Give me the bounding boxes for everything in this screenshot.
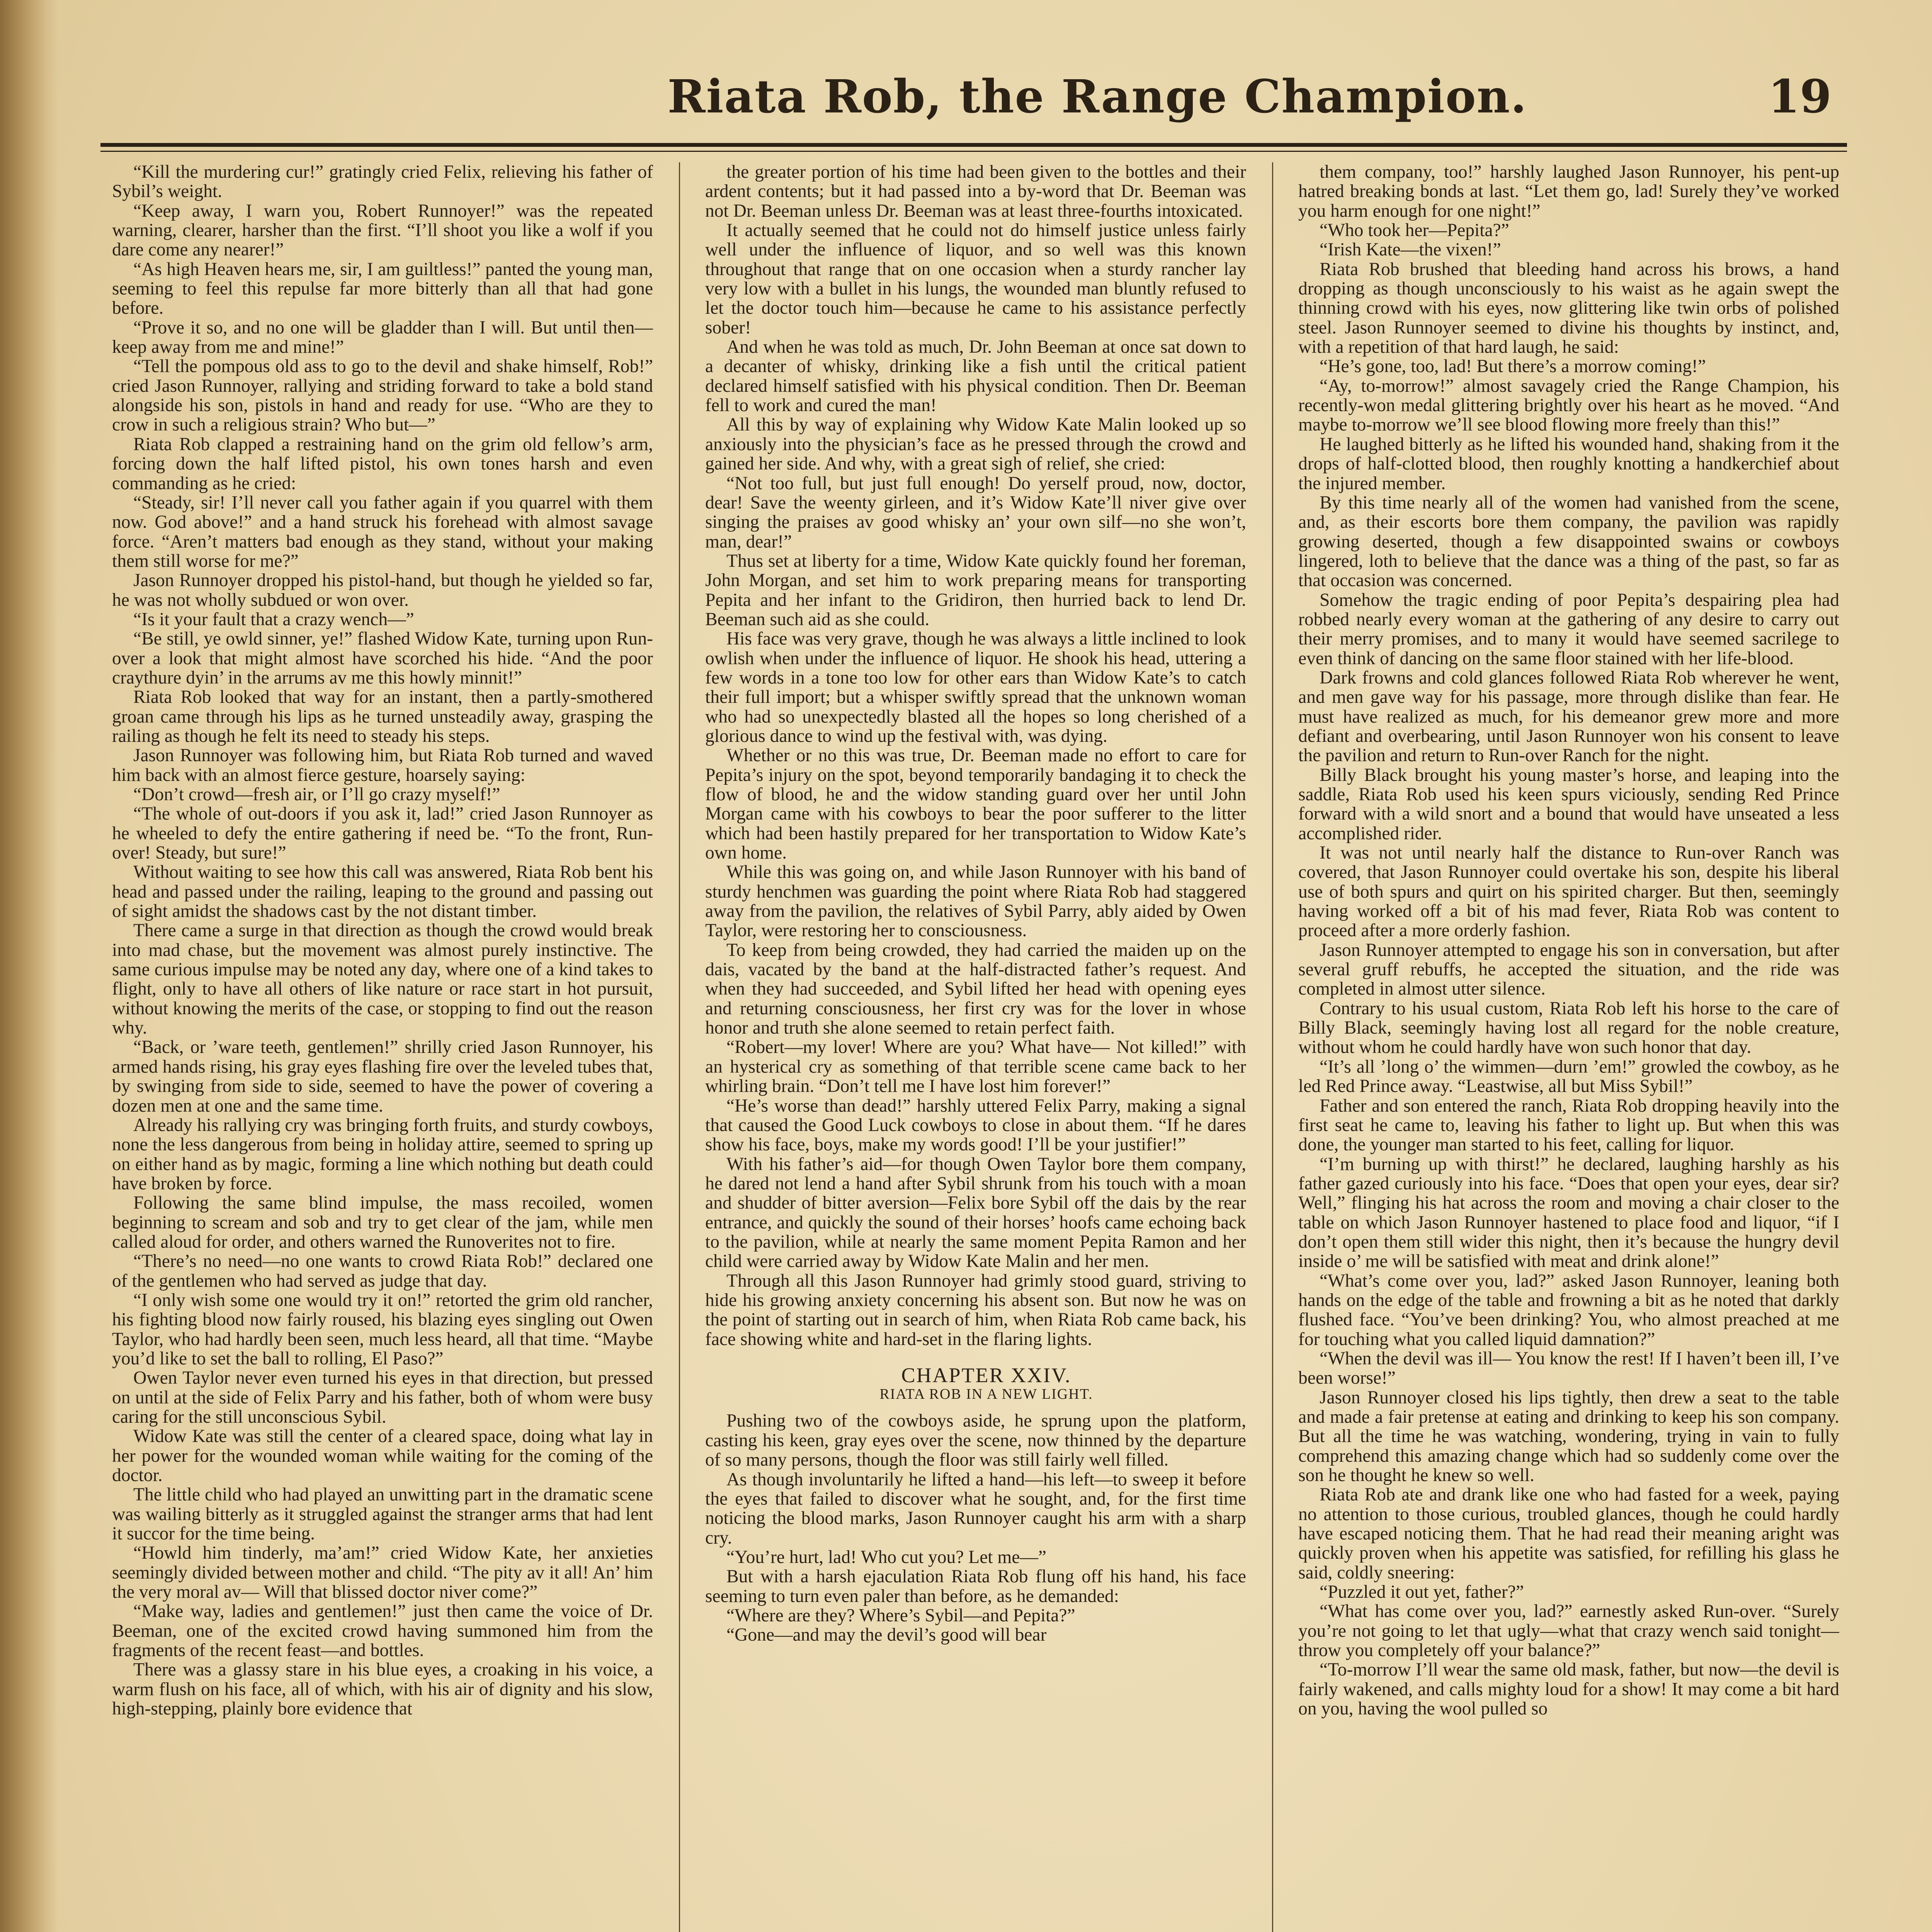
paragraph: “To-morrow I’ll wear the same old mask, father, but now—the devil is fairly wakened, and calls mighty loud for a show! It may come a bit hard on you, having the wool pulled so: [1298, 1660, 1839, 1719]
paragraph: “Back, or ’ware teeth, gentlemen!” shrilly cried Jason Runnoyer, his armed hands rising, his gray eyes flashing fire over the leveled tubes that, by swinging from side to side, seemed to have the power of covering a dozen men at one and the same time.: [112, 1037, 653, 1116]
paragraph: Already his rallying cry was bringing forth fruits, and sturdy cowboys, none the less dangerous from being in holiday attire, seemed to spring up on either hand as by magic, forming a line which nothing but death could have broken by force.: [112, 1115, 653, 1194]
paragraph: them company, too!” harshly laughed Jason Runnoyer, his pent-up hatred breaking bonds at last. “Let them go, lad! Surely they’ve worked you harm enough for one night!”: [1298, 162, 1839, 221]
paragraph: There came a surge in that direction as though the crowd would break into mad chase, but the movement was almost purely instinctive. The same curious impulse may be noted any day, where one of a kind takes to flight, only to have all others of like nature or race start in hot pursuit, without knowing the merits of the case, or stopping to find out the reason why.: [112, 920, 653, 1038]
paragraph: It was not until nearly half the distance to Run-over Ranch was covered, that Jason Runnoyer could overtake his son, despite his liberal use of both spurs and quirt on his spirited charger. But then, seemingly having worked off a bit of his mad fever, Riata Rob was content to proceed after a more orderly fashion.: [1298, 843, 1839, 941]
paragraph: “What’s come over you, lad?” asked Jason Runnoyer, leaning both hands on the edge of the table and frowning a bit as he noted that darkly flushed face. “You’ve been drinking? You, who almost preached at me for touching what you called liquid damnation?”: [1298, 1270, 1839, 1349]
paragraph: The little child who had played an unwitting part in the dramatic scene was wailing bitterly as it struggled against the stranger arms that had lent it succor for the time being.: [112, 1485, 653, 1544]
column-3: [1298, 162, 1839, 1932]
paragraph: By this time nearly all of the women had vanished from the scene, and, as their escorts bore them company, the pavilion was rapidly growing deserted, though a few disappointed swains or cowboys lingered, loth to believe that the dance was a thing of the past, so far as that occasion was concerned.: [1298, 492, 1839, 591]
running-head: Riata Rob, the Range Champion.: [667, 70, 1527, 123]
paragraph: “There’s no need—no one wants to crowd Riata Rob!” declared one of the gentlemen who had served as judge that day.: [112, 1251, 653, 1291]
paragraph: It actually seemed that he could not do himself justice unless fairly well under the influence of liquor, and so well was this known throughout that range that on one occasion when a sturdy rancher lay very low with a bullet in his lungs, the wounded man bluntly refused to let the doctor touch him—because he came to his assistance perfectly sober!: [705, 220, 1246, 338]
paragraph: “Be still, ye owld sinner, ye!” flashed Widow Kate, turning upon Run-over a look that might almost have scorched his hide. “And the poor craythure dyin’ in the arrums av me this howly minnit!”: [112, 629, 653, 688]
paragraph: “Steady, sir! I’ll never call you father again if you quarrel with them now. God above!” and a hand struck his forehead with almost savage force. “Aren’t matters bad enough as they stand, without your making them still worse for me?”: [112, 492, 653, 571]
paragraph: Through all this Jason Runnoyer had grimly stood guard, striving to hide his growing anxiety concerning his absent son. But now he was on the point of starting out in search of him, when Riata Rob came back, his face showing white and hard-set in the flaring lights.: [705, 1270, 1246, 1349]
paragraph: “What has come over you, lad?” earnestly asked Run-over. “Surely you’re not going to let that ugly—what that crazy wench said tonight—throw you completely off your balance?”: [1298, 1601, 1839, 1661]
paragraph: His face was very grave, though he was always a little inclined to look owlish when under the influence of liquor. He shook his head, uttering a few words in a tone too low for other ears than Widow Kate’s to catch their full import; but a whisper swiftly spread that the unknown woman who had so unexpectedly blasted all the hopes so long cherished of a glorious dance to wind up the festival with, was dying.: [705, 629, 1246, 746]
paragraph: “When the devil was ill— You know the rest! If I haven’t been ill, I’ve been worse!”: [1298, 1348, 1839, 1388]
paragraph: “Puzzled it out yet, father?”: [1320, 1582, 1524, 1602]
page-binding-shadow: [0, 0, 58, 1932]
paragraph: “I only wish some one would try it on!” retorted the grim old rancher, his fighting blood now fairly roused, his blazing eyes singling out Owen Taylor, who had hardly been seen, much less heard, all that time. “Maybe you’d like to set the ball to rolling, El Paso?”: [112, 1290, 653, 1369]
paragraph: “Not too full, but just full enough! Do yerself proud, now, doctor, dear! Save the weenty girleen, and it’s Widow Kate’ll niver give over singing the praises av good whisky an’ your own silf—no she won’t, man, dear!”: [705, 473, 1246, 552]
column-divider: [1272, 162, 1273, 1932]
paragraph: Father and son entered the ranch, Riata Rob dropping heavily into the first seat he came to, leaving his father to light up. But when this was done, the younger man started to his feet, calling for liquor.: [1298, 1095, 1839, 1155]
column-1: [112, 162, 653, 1932]
paragraph: To keep from being crowded, they had carried the maiden up on the dais, vacated by the band at the half-distracted father’s request. And when they had succeeded, and Sybil lifted her head with opening eyes and returning consciousness, her first cry was for the lover in whose honor and truth she alone seemed to retain perfect faith.: [705, 940, 1246, 1038]
column-2-before-chapter: [705, 162, 1246, 1349]
paragraph: Following the same blind impulse, the mass recoiled, women beginning to scream and sob and try to get clear of the jam, while men called aloud for order, and others warned the Runoverites not to fire.: [112, 1193, 653, 1252]
paragraph: All this by way of explaining why Widow Kate Malin looked up so anxiously into the physician’s face as he pressed through the crowd and gained her side. And why, with a great sigh of relief, she cried:: [705, 415, 1246, 474]
paragraph: Whether or no this was true, Dr. Beeman made no effort to care for Pepita’s injury on the spot, beyond temporarily bandaging it to check the flow of blood, he and the widow standing guard over her until John Morgan came with his cowboys to bear the poor sufferer to the litter which had been hastily prepared for her transportation to Widow Kate’s own home.: [705, 745, 1246, 863]
header-rule-thin: [100, 151, 1847, 152]
column-2: [705, 162, 1246, 1932]
paragraph: Jason Runnoyer attempted to engage his son in conversation, but after several gruff rebuffs, he accepted the situation, and the ride was completed in almost utter silence.: [1298, 940, 1839, 999]
paragraph: Riata Rob ate and drank like one who had fasted for a week, paying no attention to those curious, troubled glances, though he could hardly have escaped noticing them. That he had read their meaning aright was quickly proven when his appetite was satisfied, for refilling his glass he said, coldly sneering:: [1298, 1485, 1839, 1583]
paragraph: Jason Runnoyer was following him, but Riata Rob turned and waved him back with an almost fierce gesture, hoarsely saying:: [112, 745, 653, 785]
page-header: [100, 66, 1847, 155]
paragraph: Riata Rob clapped a restraining hand on the grim old fellow’s arm, forcing down the half lifted pistol, his own tones harsh and even commanding as he cried:: [112, 434, 653, 493]
paragraph: Widow Kate was still the center of a cleared space, doing what lay in her power for the wounded woman while waiting for the coming of the doctor.: [112, 1426, 653, 1486]
paragraph: Somehow the tragic ending of poor Pepita’s despairing plea had robbed nearly every woman at the gathering of any desire to carry out their merry promises, and to many it would have seemed sacrilege to even think of dancing on the same floor stained with her life-blood.: [1298, 590, 1839, 668]
paragraph: “The whole of out-doors if you ask it, lad!” cried Jason Runnoyer as he wheeled to defy the entire gathering if need be. “To the front, Run-over! Steady, but sure!”: [112, 804, 653, 863]
paragraph: “Prove it so, and no one will be gladder than I will. But until then—keep away from me and mine!”: [112, 317, 653, 357]
paragraph: Thus set at liberty for a time, Widow Kate quickly found her foreman, John Morgan, and set him to work preparing means for transporting Pepita and her infant to the Gridiron, then hurried back to lend Dr. Beeman such aid as she could.: [705, 551, 1246, 629]
column-divider: [679, 162, 680, 1932]
paragraph: “Kill the murdering cur!” gratingly cried Felix, relieving his father of Sybil’s weight.: [112, 162, 653, 202]
paragraph: Riata Rob looked that way for an instant, then a partly-smothered groan came through his lips as he turned unsteadily away, grasping the railing as though he felt its need to steady his steps.: [112, 687, 653, 746]
paragraph: Owen Taylor never even turned his eyes in that direction, but pressed on until at the side of Felix Parry and his father, both of whom were busy caring for the still unconscious Sybil.: [112, 1368, 653, 1427]
paragraph: “Ay, to-morrow!” almost savagely cried the Range Champion, his recently-won medal glittering brightly over his heart as he moved. “And maybe to-morrow we’ll see blood flowing more freely than this!”: [1298, 376, 1839, 435]
paragraph: “I’m burning up with thirst!” he declared, laughing harshly as his father gazed curiously into his face. “Does that open your eyes, dear sir? Well,” flinging his hat across the room and moving a chair closer to the table on which Jason Runnoyer hastened to place food and liquor, “if I don’t open them still wider this night, then it’s because the hungry devil inside o’ me will be satisfied with meat and drink alone!”: [1298, 1154, 1839, 1272]
paragraph: “Don’t crowd—fresh air, or I’ll go crazy myself!”: [133, 784, 500, 804]
paragraph: While this was going on, and while Jason Runnoyer with his band of sturdy henchmen was guarding the point where Riata Rob had staggered away from the pavilion, the relatives of Sybil Parry, ably aided by Owen Taylor, were restoring her to consciousness.: [705, 862, 1246, 941]
text-columns: [112, 162, 1839, 1932]
page-number: 19: [1768, 70, 1832, 123]
paragraph: “Robert—my lover! Where are you? What have— Not killed!” with an hysterical cry as something of that terrible scene came back to her whirling brain. “Don’t tell me I have lost him forever!”: [705, 1037, 1246, 1097]
paragraph: “As high Heaven hears me, sir, I am guiltless!” panted the young man, seeming to feel this repulse far more bitterly than all that had gone before.: [112, 259, 653, 318]
paragraph: “Tell the pompous old ass to go to the devil and shake himself, Rob!” cried Jason Runnoyer, rallying and striding forward to take a bold stand alongside his son, pistols in hand and ready for use. “Who are they to crow in such a religious strain? Who but—”: [112, 356, 653, 435]
paragraph: “Gone—and may the devil’s good will bear: [726, 1625, 1047, 1645]
paragraph: Jason Runnoyer closed his lips tightly, then drew a seat to the table and made a fair pretense at eating and drinking to keep his son company. But all the time he was watching, wondering, trying in vain to fully comprehend this amazing change which had so suddenly come over the son he thought he knew so well.: [1298, 1387, 1839, 1486]
paragraph: “Irish Kate—the vixen!”: [1320, 240, 1501, 260]
paragraph: “Make way, ladies and gentlemen!” just then came the voice of Dr. Beeman, one of the excited crowd having summoned him from the fragments of the recent feast—and bottles.: [112, 1601, 653, 1661]
paragraph: There was a glassy stare in his blue eyes, a croaking in his voice, a warm flush on his face, all of which, with his air of dignity and his slow, high-stepping, plainly bore evidence that: [112, 1660, 653, 1719]
column-2-after-chapter: [705, 1411, 1246, 1645]
paragraph: Billy Black brought his young master’s horse, and leaping into the saddle, Riata Rob used his keen spurs viciously, sending Red Prince forward with a wild snort and a bound that would have unseated a less accomplished rider.: [1298, 765, 1839, 844]
paragraph: Riata Rob brushed that bleeding hand across his brows, a hand dropping as though unconsciously to his waist as he again swept the thinning crowd with his eyes, now glittering like twin orbs of polished steel. Jason Runnoyer seemed to divine his thoughts by instinct, and, with a repetition of that hard laugh, he said:: [1298, 259, 1839, 357]
paragraph: Contrary to his usual custom, Riata Rob left his horse to the care of Billy Black, seemingly having lost all regard for the noble creature, without whom he could hardly have won such honor that day.: [1298, 998, 1839, 1058]
header-rule: [100, 143, 1847, 147]
paragraph: “Who took her—Pepita?”: [1320, 220, 1509, 241]
paragraph: But with a harsh ejaculation Riata Rob flung off his hand, his face seeming to turn even paler than before, as he demanded:: [705, 1566, 1246, 1606]
paragraph: the greater portion of his time had been given to the bottles and their ardent contents; but it had passed into a by-word that Dr. Beeman was not Dr. Beeman unless Dr. Beeman was at least three-fourths intoxicated.: [705, 162, 1246, 221]
paragraph: “Is it your fault that a crazy wench—”: [133, 609, 414, 629]
paragraph: And when he was told as much, Dr. John Beeman at once sat down to a decanter of whisky, drinking like a fish until the critical patient declared himself satisfied with his physical condition. Then Dr. Beeman fell to work and cured the man!: [705, 337, 1246, 416]
chapter-title: CHAPTER XXIV.: [901, 1363, 1071, 1387]
chapter-subtitle: RIATA ROB IN A NEW LIGHT.: [879, 1386, 1093, 1403]
paragraph: “He’s worse than dead!” harshly uttered Felix Parry, making a signal that caused the Good Luck cowboys to close in about them. “If he dares show his face, boys, make my words good! I’ll be your justifier!”: [705, 1095, 1246, 1155]
paragraph: “Keep away, I warn you, Robert Runnoyer!” was the repeated warning, clearer, harsher than the first. “I’ll shoot you like a wolf if you dare come any nearer!”: [112, 201, 653, 260]
paragraph: With his father’s aid—for though Owen Taylor bore them company, he dared not lend a hand after Sybil shrunk from his touch with a moan and shudder of bitter aversion—Felix bore Sybil off the dais by the rear entrance, and quickly the sound of their horses’ hoofs came echoing back to the pavilion, while at nearly the same moment Pepita Ramon and her child were carried away by Widow Kate Malin and her men.: [705, 1154, 1246, 1272]
paragraph: As though involuntarily he lifted a hand—his left—to sweep it before the eyes that failed to discover what he sought, and, for the first time noticing the blood marks, Jason Runnoyer caught his arm with a sharp cry.: [705, 1469, 1246, 1548]
paragraph: Without waiting to see how this call was answered, Riata Rob bent his head and passed under the railing, leaping to the ground and passing out of sight amidst the shadows cast by the not distant timber.: [112, 862, 653, 922]
paragraph: “Howld him tinderly, ma’am!” cried Widow Kate, her anxieties seemingly divided between mother and child. “The pity av it all! An’ him the very moral av— Will that blissed doctor niver come?”: [112, 1543, 653, 1602]
paragraph: “He’s gone, too, lad! But there’s a morrow coming!”: [1320, 356, 1706, 377]
paragraph: Dark frowns and cold glances followed Riata Rob wherever he went, and men gave way for his passage, more through dislike than fear. He must have realized as much, for his demeanor grew more and more defiant and overbearing, until Jason Runnoyer won his consent to leave the pavilion and return to Run-over Ranch for the night.: [1298, 667, 1839, 766]
paragraph: He laughed bitterly as he lifted his wounded hand, shaking from it the drops of half-clotted blood, then roughly knotting a handkerchief about the injured member.: [1298, 434, 1839, 493]
paragraph: “It’s all ’long o’ the wimmen—durn ’em!” growled the cowboy, as he led Red Prince away. “Leastwise, all but Miss Sybil!”: [1298, 1056, 1839, 1097]
paragraph: Pushing two of the cowboys aside, he sprung upon the platform, casting his keen, gray eyes over the scene, now thinned by the departure of so many persons, though the floor was still fairly well filled.: [705, 1411, 1246, 1470]
paragraph: “Where are they? Where’s Sybil—and Pepita?”: [726, 1605, 1075, 1626]
chapter-heading: [705, 1364, 1246, 1402]
paragraph: “You’re hurt, lad! Who cut you? Let me—”: [726, 1547, 1046, 1567]
paragraph: Jason Runnoyer dropped his pistol-hand, but though he yielded so far, he was not wholly subdued or won over.: [112, 570, 653, 610]
